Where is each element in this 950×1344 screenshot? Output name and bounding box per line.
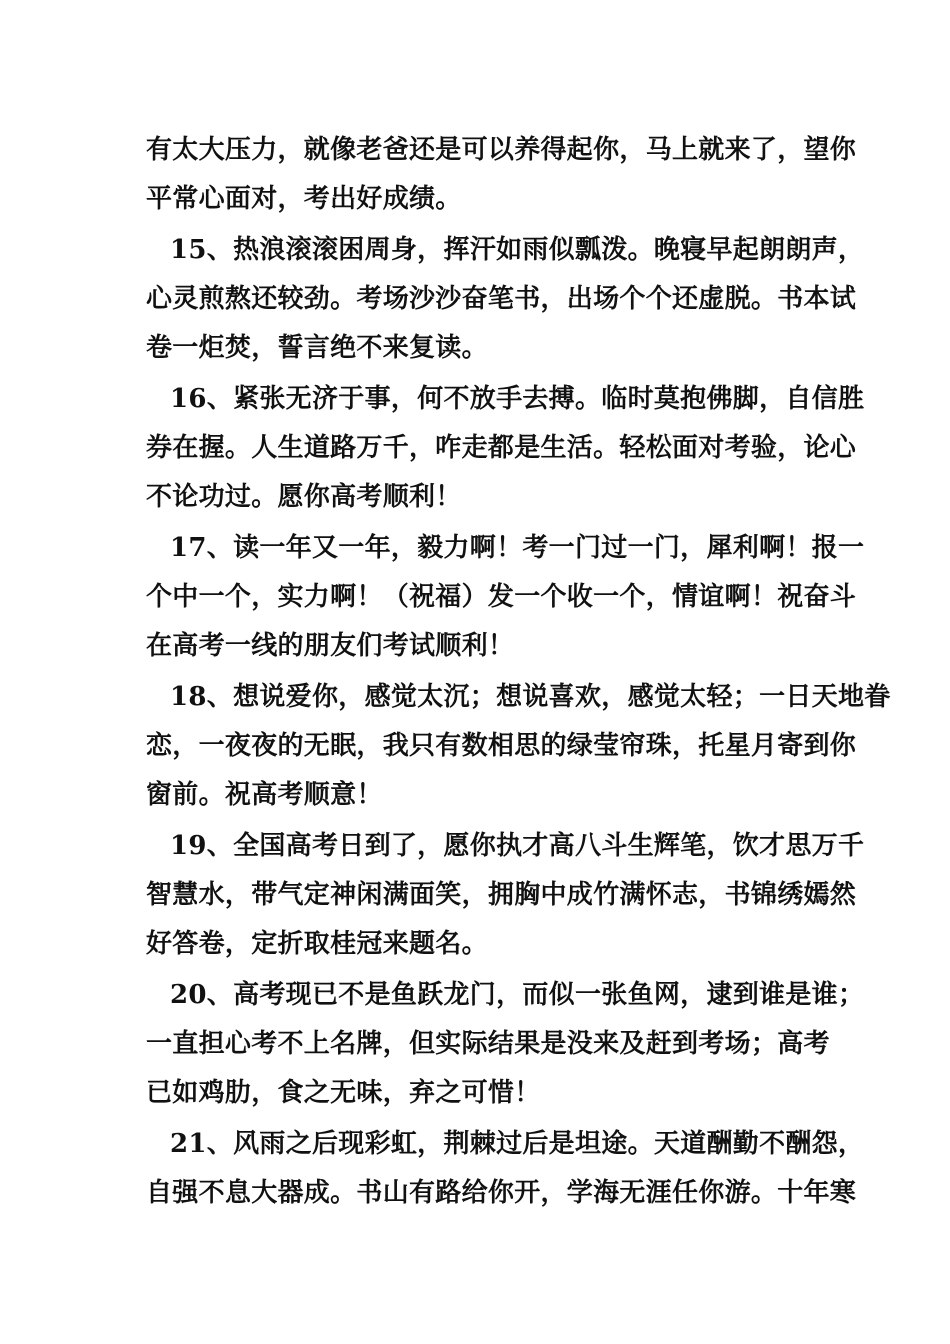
text-line-6: 16、紧张无济于事，何不放手去搏。临时莫抱佛脚，自信胜: [170, 384, 865, 414]
text-line-7: 券在握。人生道路万千，咋走都是生活。轻松面对考验，论心: [146, 433, 857, 463]
text-line-9: 17、读一年又一年，毅力啊！考一门过一门，犀利啊！报一: [170, 533, 865, 563]
text-line-5: 卷一炬焚，誓言绝不来复读。: [146, 333, 488, 363]
text-line-1: 有太大压力，就像老爸还是可以养得起你，马上就来了，望你: [146, 135, 857, 165]
text-line-2: 平常心面对，考出好成绩。: [146, 184, 462, 214]
text-line-18: 20、高考现已不是鱼跃龙门，而似一张鱼网，逮到谁是谁；: [170, 980, 865, 1010]
text-line-13: 恋，一夜夜的无眠，我只有数相思的绿莹帘珠，托星月寄到你: [146, 731, 857, 761]
text-line-12: 18、想说爱你，感觉太沉；想说喜欢，感觉太轻；一日天地眷: [170, 682, 891, 712]
text-line-11: 在高考一线的朋友们考试顺利！: [146, 631, 515, 661]
text-line-3: 15、热浪滚滚困周身，挥汗如雨似瓢泼。晚寝早起朗朗声，: [170, 235, 865, 265]
text-line-15: 19、全国高考日到了，愿你执才高八斗生辉笔，饮才思万千: [170, 831, 865, 861]
text-line-8: 不论功过。愿你高考顺利！: [146, 482, 462, 512]
text-line-16: 智慧水，带气定神闲满面笑，拥胸中成竹满怀志，书锦绣嫣然: [146, 880, 857, 910]
text-line-4: 心灵煎熬还较劲。考场沙沙奋笔书，出场个个还虚脱。书本试: [146, 284, 857, 314]
text-line-20: 已如鸡肋，食之无味，弃之可惜！: [146, 1078, 541, 1108]
text-line-21: 21、风雨之后现彩虹，荆棘过后是坦途。天道酬勤不酬怨，: [170, 1129, 865, 1159]
text-line-19: 一直担心考不上名牌，但实际结果是没来及赶到考场；高考: [146, 1029, 830, 1059]
text-line-17: 好答卷，定折取桂冠来题名。: [146, 929, 488, 959]
text-line-14: 窗前。祝高考顺意！: [146, 780, 383, 810]
text-line-22: 自强不息大器成。书山有路给你开，学海无涯任你游。十年寒: [146, 1178, 857, 1208]
text-line-10: 个中一个，实力啊！（祝福）发一个收一个，情谊啊！祝奋斗: [146, 582, 857, 612]
